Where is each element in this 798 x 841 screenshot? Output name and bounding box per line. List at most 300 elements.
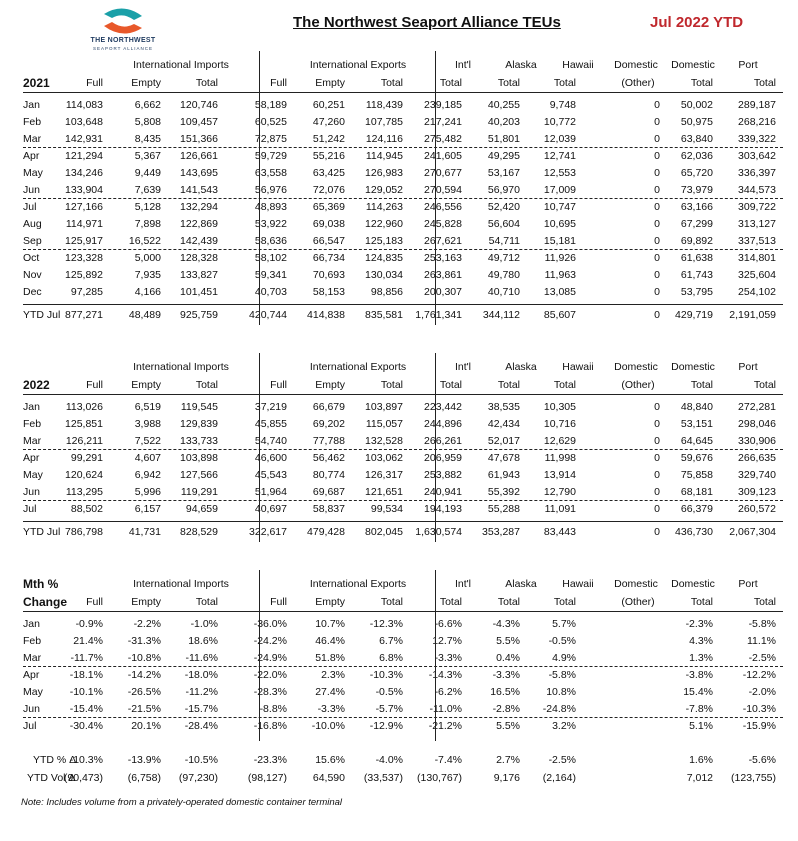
cell-domestic-other: 0	[654, 99, 660, 111]
cell-imports-empty: -14.2%	[127, 669, 161, 681]
cell-exports-full: 54,740	[254, 435, 287, 447]
cell-exports-empty: 58,837	[312, 503, 345, 515]
cell-imports-empty: 48,489	[128, 309, 161, 321]
cell-exports-empty: 55,216	[312, 150, 345, 162]
cell-imports-total: -18.0%	[184, 669, 218, 681]
cell-alaska-total: 40,255	[487, 99, 520, 111]
cell-imports-total: 122,869	[180, 218, 218, 230]
cell-exports-total: 99,534	[370, 503, 403, 515]
sub-label-hawaii-total: Total	[553, 379, 576, 391]
cell-imports-empty: 8,435	[134, 133, 161, 145]
cell-exports-total: 130,034	[365, 269, 403, 281]
cell-alaska-total: 56,970	[487, 184, 520, 196]
cell-intl-total: -6.6%	[434, 618, 462, 630]
cell-imports-empty: 3,988	[134, 418, 161, 430]
table-row	[23, 701, 783, 717]
row-label: Mar	[23, 435, 42, 447]
cell-hawaii-total: 12,741	[543, 150, 576, 162]
sub-label-alaska-total: Total	[497, 596, 520, 608]
cell-exports-full: -28.3%	[253, 686, 287, 698]
cell-domestic-other: 0	[654, 201, 660, 213]
cell-domestic-other: 0	[654, 133, 660, 145]
cell-imports-empty: -10.8%	[127, 652, 161, 664]
cell-domestic-other: 0	[654, 116, 660, 128]
cell-domestic-other: 0	[654, 218, 660, 230]
column-divider	[435, 51, 436, 325]
cell-exports-full: 322,617	[249, 526, 287, 538]
cell-intl-total: 200,307	[424, 286, 462, 298]
column-divider	[259, 353, 260, 542]
cell-exports-empty: 80,774	[312, 469, 345, 481]
cell-domestic-total: 1.3%	[689, 652, 713, 664]
cell-exports-full: -24.2%	[253, 635, 287, 647]
cell-imports-full: 127,166	[65, 201, 103, 213]
cell-imports-empty: 6,662	[134, 99, 161, 111]
group-label-alaska: Alaska	[505, 361, 537, 373]
group-label-hawaii: Hawaii	[562, 59, 594, 71]
cell-alaska-total: 51,801	[487, 133, 520, 145]
cell-domestic-other: 0	[654, 526, 660, 538]
cell-imports-empty: -26.5%	[127, 686, 161, 698]
cell-exports-full: 60,525	[254, 116, 287, 128]
cell-exports-total: -5.7%	[375, 703, 403, 715]
group-label-intl: Int'l	[454, 59, 471, 71]
cell-exports-empty: 27.4%	[315, 686, 345, 698]
cell-exports-full: 56,976	[254, 184, 287, 196]
cell-hawaii-total: 85,607	[543, 309, 576, 321]
row-label: YTD Vol Δ	[27, 772, 76, 784]
group-label-domestic: Domestic	[671, 578, 715, 590]
cell-intl-total: 1,630,574	[415, 526, 462, 538]
cell-intl-total: 217,241	[424, 116, 462, 128]
cell-imports-full: 134,246	[65, 167, 103, 179]
cell-port-total: 336,397	[738, 167, 776, 179]
cell-exports-empty: 69,687	[312, 486, 345, 498]
cell-exports-total: 129,052	[365, 184, 403, 196]
cell-hawaii-total: 11,091	[544, 503, 576, 515]
row-label: YTD Jul	[23, 526, 61, 538]
cell-alaska-total: 55,392	[487, 486, 520, 498]
cell-exports-empty: 58,153	[312, 286, 345, 298]
year-label-line2: Change	[23, 595, 68, 609]
group-label-domestic: Domestic	[671, 361, 715, 373]
cell-alaska-total: 53,167	[487, 167, 520, 179]
cell-imports-empty: -21.5%	[127, 703, 161, 715]
cell-exports-total: -12.3%	[369, 618, 403, 630]
cell-port-total: 325,604	[738, 269, 776, 281]
cell-intl-total: 245,828	[424, 218, 462, 230]
cell-exports-total: -4.0%	[375, 754, 403, 766]
cell-domestic-other: 0	[654, 286, 660, 298]
cell-domestic-other: 0	[654, 452, 660, 464]
cell-domestic-total: 48,840	[680, 401, 713, 413]
cell-exports-total: 124,835	[365, 252, 403, 264]
cell-exports-total: 126,317	[365, 469, 403, 481]
cell-imports-full: 121,294	[65, 150, 103, 162]
cell-imports-total: -11.6%	[185, 652, 218, 664]
ytd-rule	[23, 521, 783, 522]
group-label-domestic: Domestic	[671, 59, 715, 71]
cell-port-total: 2,067,304	[729, 526, 776, 538]
cell-imports-total: 828,529	[180, 526, 218, 538]
cell-imports-total: 142,439	[180, 235, 218, 247]
sub-label-domestic-other: (Other)	[621, 379, 655, 391]
cell-domestic-other: 0	[654, 269, 660, 281]
cell-alaska-total: -2.8%	[492, 703, 520, 715]
cell-exports-full: -16.8%	[253, 720, 287, 732]
cell-imports-empty: 4,607	[134, 452, 161, 464]
cell-exports-empty: 2.3%	[321, 669, 345, 681]
cell-imports-full: 21.4%	[73, 635, 103, 647]
cell-hawaii-total: 10,695	[543, 218, 576, 230]
cell-domestic-other: 0	[654, 184, 660, 196]
sub-label-exports-total: Total	[380, 77, 403, 89]
cell-port-total: 329,740	[738, 469, 776, 481]
cell-imports-empty: -2.2%	[133, 618, 161, 630]
sub-label-exports-total: Total	[380, 379, 403, 391]
table-row	[23, 165, 783, 181]
ytd-row	[23, 307, 783, 323]
column-divider	[259, 51, 260, 325]
cell-alaska-total: 16.5%	[490, 686, 520, 698]
logo-text-line1: THE NORTHWEST	[90, 37, 156, 44]
cell-exports-total: 6.7%	[379, 635, 403, 647]
sub-label-exports-full: Full	[270, 596, 287, 608]
group-label-domestic-other: Domestic	[614, 578, 658, 590]
logo-mark-icon	[98, 6, 148, 36]
header-rule	[23, 92, 783, 93]
table-row	[23, 484, 783, 500]
cell-domestic-other: 0	[654, 469, 660, 481]
cell-alaska-total: 49,780	[487, 269, 520, 281]
cell-domestic-total: 73,979	[680, 184, 713, 196]
cell-exports-empty: 15.6%	[315, 754, 345, 766]
cell-imports-empty: 9,449	[134, 167, 161, 179]
cell-intl-total: 266,261	[424, 435, 462, 447]
table-row	[23, 650, 783, 666]
cell-exports-empty: 65,369	[312, 201, 345, 213]
cell-imports-empty: 16,522	[128, 235, 161, 247]
cell-imports-full: 113,295	[65, 486, 103, 498]
cell-exports-full: -36.0%	[253, 618, 287, 630]
cell-imports-total: 151,366	[180, 133, 218, 145]
logo-text-line2: SEAPORT ALLIANCE	[92, 46, 154, 51]
cell-domestic-total: 69,892	[680, 235, 713, 247]
cell-port-total: 298,046	[738, 418, 776, 430]
sub-label-imports-full: Full	[86, 596, 103, 608]
table-row	[23, 450, 783, 466]
cell-exports-empty: 69,038	[312, 218, 345, 230]
cell-imports-total: -1.0%	[190, 618, 218, 630]
header-rule	[23, 394, 783, 395]
cell-domestic-total: 64,645	[680, 435, 713, 447]
table-row	[23, 501, 783, 517]
cell-alaska-total: 49,712	[487, 252, 520, 264]
cell-domestic-total: 62,036	[680, 150, 713, 162]
cell-port-total: 313,127	[738, 218, 776, 230]
row-label: Apr	[23, 150, 40, 162]
cell-imports-full: 126,211	[65, 435, 103, 447]
cell-intl-total: 270,594	[424, 184, 462, 196]
cell-exports-full: 63,558	[254, 167, 287, 179]
cell-imports-full: -15.4%	[69, 703, 103, 715]
cell-alaska-total: 40,203	[487, 116, 520, 128]
sub-label-imports-full: Full	[86, 379, 103, 391]
sub-label-hawaii-total: Total	[553, 596, 576, 608]
sub-label-exports-empty: Empty	[315, 379, 345, 391]
cell-exports-full: 37,219	[254, 401, 287, 413]
cell-exports-total: 118,439	[365, 99, 403, 111]
cell-imports-total: 120,746	[180, 99, 218, 111]
column-divider	[259, 570, 260, 741]
cell-domestic-other: 0	[654, 418, 660, 430]
cell-alaska-total: 52,017	[487, 435, 520, 447]
cell-imports-full: 125,851	[65, 418, 103, 430]
cell-hawaii-total: 11,998	[544, 452, 576, 464]
cell-exports-full: -8.8%	[259, 703, 287, 715]
table-row	[23, 131, 783, 147]
cell-port-total: -2.5%	[748, 652, 776, 664]
cell-hawaii-total: 12,629	[543, 435, 576, 447]
cell-domestic-total: 59,676	[680, 452, 713, 464]
column-divider	[435, 570, 436, 741]
table-row	[23, 718, 783, 734]
cell-exports-total: 114,263	[365, 201, 403, 213]
cell-imports-empty: 5,996	[134, 486, 161, 498]
cell-intl-total: 275,482	[424, 133, 462, 145]
cell-hawaii-total: 13,914	[543, 469, 576, 481]
group-label-alaska: Alaska	[505, 578, 537, 590]
cell-imports-full: 120,624	[65, 469, 103, 481]
table-row	[23, 148, 783, 164]
cell-imports-total: -10.5%	[184, 754, 218, 766]
year-label: 2021	[23, 76, 50, 90]
sub-label-intl-total: Total	[439, 379, 462, 391]
row-label: Nov	[23, 269, 42, 281]
cell-exports-empty: -10.0%	[311, 720, 345, 732]
cell-imports-full: 133,904	[65, 184, 103, 196]
cell-alaska-total: 56,604	[487, 218, 520, 230]
cell-domestic-total: 75,858	[680, 469, 713, 481]
report-period: Jul 2022 YTD	[650, 14, 744, 31]
cell-exports-full: 72,875	[254, 133, 287, 145]
cell-alaska-total: -3.3%	[492, 669, 520, 681]
row-label: YTD % Δ	[33, 754, 77, 766]
table-row	[23, 633, 783, 649]
row-label: Jul	[23, 201, 37, 213]
cell-domestic-total: 5.1%	[689, 720, 713, 732]
cell-domestic-total: 53,151	[680, 418, 713, 430]
cell-imports-empty: 20.1%	[131, 720, 161, 732]
cell-domestic-total: 50,975	[680, 116, 713, 128]
sub-label-imports-empty: Empty	[131, 77, 161, 89]
cell-exports-full: 40,703	[254, 286, 287, 298]
cell-exports-full: -24.9%	[253, 652, 287, 664]
cell-hawaii-total: 12,553	[543, 167, 576, 179]
cell-exports-full: 420,744	[249, 309, 287, 321]
cell-exports-total: 103,062	[365, 452, 403, 464]
cell-intl-total: -3.3%	[434, 652, 462, 664]
cell-domestic-other: 0	[654, 167, 660, 179]
cell-imports-total: 101,451	[180, 286, 218, 298]
cell-imports-full: 99,291	[70, 452, 103, 464]
cell-imports-total: (97,230)	[178, 772, 218, 784]
ytd-vol-row	[23, 770, 783, 786]
cell-exports-empty: 66,679	[312, 401, 345, 413]
cell-port-total: 339,322	[738, 133, 776, 145]
cell-exports-full: -23.3%	[253, 754, 287, 766]
cell-imports-full: -10.3%	[69, 754, 103, 766]
cell-exports-total: 126,983	[365, 167, 403, 179]
cell-exports-total: (33,537)	[363, 772, 403, 784]
group-label-domestic-other: Domestic	[614, 361, 658, 373]
cell-hawaii-total: 13,085	[543, 286, 576, 298]
cell-imports-full: 786,798	[65, 526, 103, 538]
sub-label-imports-total: Total	[195, 596, 218, 608]
cell-imports-full: -30.4%	[69, 720, 103, 732]
cell-imports-full: 103,648	[65, 116, 103, 128]
cell-domestic-total: 436,730	[675, 526, 713, 538]
cell-intl-total: 246,556	[424, 201, 462, 213]
cell-hawaii-total: -0.5%	[548, 635, 576, 647]
cell-imports-full: 142,931	[65, 133, 103, 145]
row-label: May	[23, 469, 43, 481]
cell-hawaii-total: -2.5%	[548, 754, 576, 766]
group-label-port: Port	[738, 361, 758, 373]
cell-alaska-total: 0.4%	[496, 652, 520, 664]
row-label: May	[23, 167, 43, 179]
cell-imports-total: -15.7%	[184, 703, 218, 715]
cell-domestic-other: 0	[654, 309, 660, 321]
cell-domestic-total: 429,719	[675, 309, 713, 321]
group-label-exports: International Exports	[309, 578, 407, 590]
cell-port-total: 330,906	[738, 435, 776, 447]
cell-port-total: 309,722	[738, 201, 776, 213]
cell-imports-full: 113,026	[65, 401, 103, 413]
cell-intl-total: -7.4%	[434, 754, 462, 766]
table-row	[23, 250, 783, 266]
cell-port-total: 272,281	[738, 401, 776, 413]
cell-hawaii-total: 11,926	[544, 252, 576, 264]
cell-port-total: 289,187	[738, 99, 776, 111]
cell-imports-empty: 7,898	[134, 218, 161, 230]
report-title: The Northwest Seaport Alliance TEUs	[293, 14, 561, 31]
cell-imports-total: 925,759	[180, 309, 218, 321]
row-label: Feb	[23, 635, 42, 647]
cell-intl-total: -14.3%	[428, 669, 462, 681]
cell-imports-full: 877,271	[65, 309, 103, 321]
cell-intl-total: -6.2%	[434, 686, 462, 698]
sub-label-intl-total: Total	[439, 596, 462, 608]
cell-exports-total: 124,116	[365, 133, 403, 145]
cell-domestic-total: 4.3%	[689, 635, 713, 647]
cell-imports-empty: -31.3%	[127, 635, 161, 647]
cell-domestic-total: -3.8%	[685, 669, 713, 681]
table-row	[23, 114, 783, 130]
cell-exports-total: 98,856	[370, 286, 403, 298]
cell-imports-empty: 7,639	[134, 184, 161, 196]
cell-imports-total: 141,543	[180, 184, 218, 196]
cell-exports-full: 40,697	[254, 503, 287, 515]
cell-exports-empty: 51,242	[312, 133, 345, 145]
cell-hawaii-total: 10,305	[543, 401, 576, 413]
cell-hawaii-total: 3.2%	[552, 720, 576, 732]
table-row	[23, 284, 783, 300]
group-label-port: Port	[738, 59, 758, 71]
cell-domestic-total: 65,720	[680, 167, 713, 179]
row-label: Jun	[23, 486, 40, 498]
table-row	[23, 216, 783, 232]
cell-exports-total: -10.3%	[369, 669, 403, 681]
sub-label-hawaii-total: Total	[553, 77, 576, 89]
cell-hawaii-total: 83,443	[543, 526, 576, 538]
cell-imports-full: 125,917	[65, 235, 103, 247]
footnote: Note: Includes volume from a privately-operated domestic container terminal	[21, 797, 343, 808]
cell-imports-empty: 4,166	[134, 286, 161, 298]
cell-imports-total: 18.6%	[188, 635, 218, 647]
cell-exports-total: 802,045	[365, 526, 403, 538]
cell-domestic-other: 0	[654, 486, 660, 498]
cell-hawaii-total: 15,181	[543, 235, 576, 247]
sub-label-alaska-total: Total	[497, 379, 520, 391]
cell-intl-total: 241,605	[424, 150, 462, 162]
cell-intl-total: 194,193	[424, 503, 462, 515]
row-label: Jan	[23, 401, 40, 413]
cell-port-total: 11.1%	[747, 635, 776, 647]
cell-domestic-other: 0	[654, 435, 660, 447]
table-row	[23, 182, 783, 198]
row-label: Mar	[23, 133, 42, 145]
year-label: Mth %	[23, 577, 59, 591]
cell-alaska-total: 42,434	[487, 418, 520, 430]
table-row	[23, 467, 783, 483]
cell-exports-full: (98,127)	[247, 772, 287, 784]
cell-domestic-other: 0	[654, 503, 660, 515]
cell-exports-total: 835,581	[365, 309, 403, 321]
cell-alaska-total: 40,710	[487, 286, 520, 298]
cell-imports-empty: 6,519	[134, 401, 161, 413]
sub-label-exports-empty: Empty	[315, 596, 345, 608]
cell-domestic-total: 15.4%	[683, 686, 713, 698]
cell-port-total: -12.2%	[742, 669, 776, 681]
sub-label-imports-total: Total	[195, 379, 218, 391]
cell-domestic-total: -2.3%	[685, 618, 713, 630]
cell-intl-total: 240,941	[424, 486, 462, 498]
cell-imports-total: 133,827	[180, 269, 218, 281]
cell-imports-full: -10.1%	[69, 686, 103, 698]
cell-port-total: 303,642	[738, 150, 776, 162]
cell-imports-empty: 5,367	[134, 150, 161, 162]
cell-domestic-total: 50,002	[680, 99, 713, 111]
cell-port-total: 337,513	[738, 235, 776, 247]
cell-port-total: 260,572	[738, 503, 776, 515]
table-row	[23, 399, 783, 415]
cell-hawaii-total: -24.8%	[542, 703, 576, 715]
cell-imports-full: -0.9%	[75, 618, 103, 630]
sub-label-exports-full: Full	[270, 379, 287, 391]
cell-hawaii-total: 12,790	[543, 486, 576, 498]
cell-domestic-other: 0	[654, 235, 660, 247]
table-row	[23, 233, 783, 249]
cell-alaska-total: 344,112	[482, 309, 520, 321]
cell-domestic-other: 0	[654, 252, 660, 264]
group-label-imports: International Imports	[133, 578, 229, 590]
cell-imports-empty: 41,731	[128, 526, 161, 538]
ytd-row	[23, 524, 783, 540]
sub-label-imports-total: Total	[195, 77, 218, 89]
ytd-rule	[23, 304, 783, 305]
cell-exports-empty: 56,462	[312, 452, 345, 464]
